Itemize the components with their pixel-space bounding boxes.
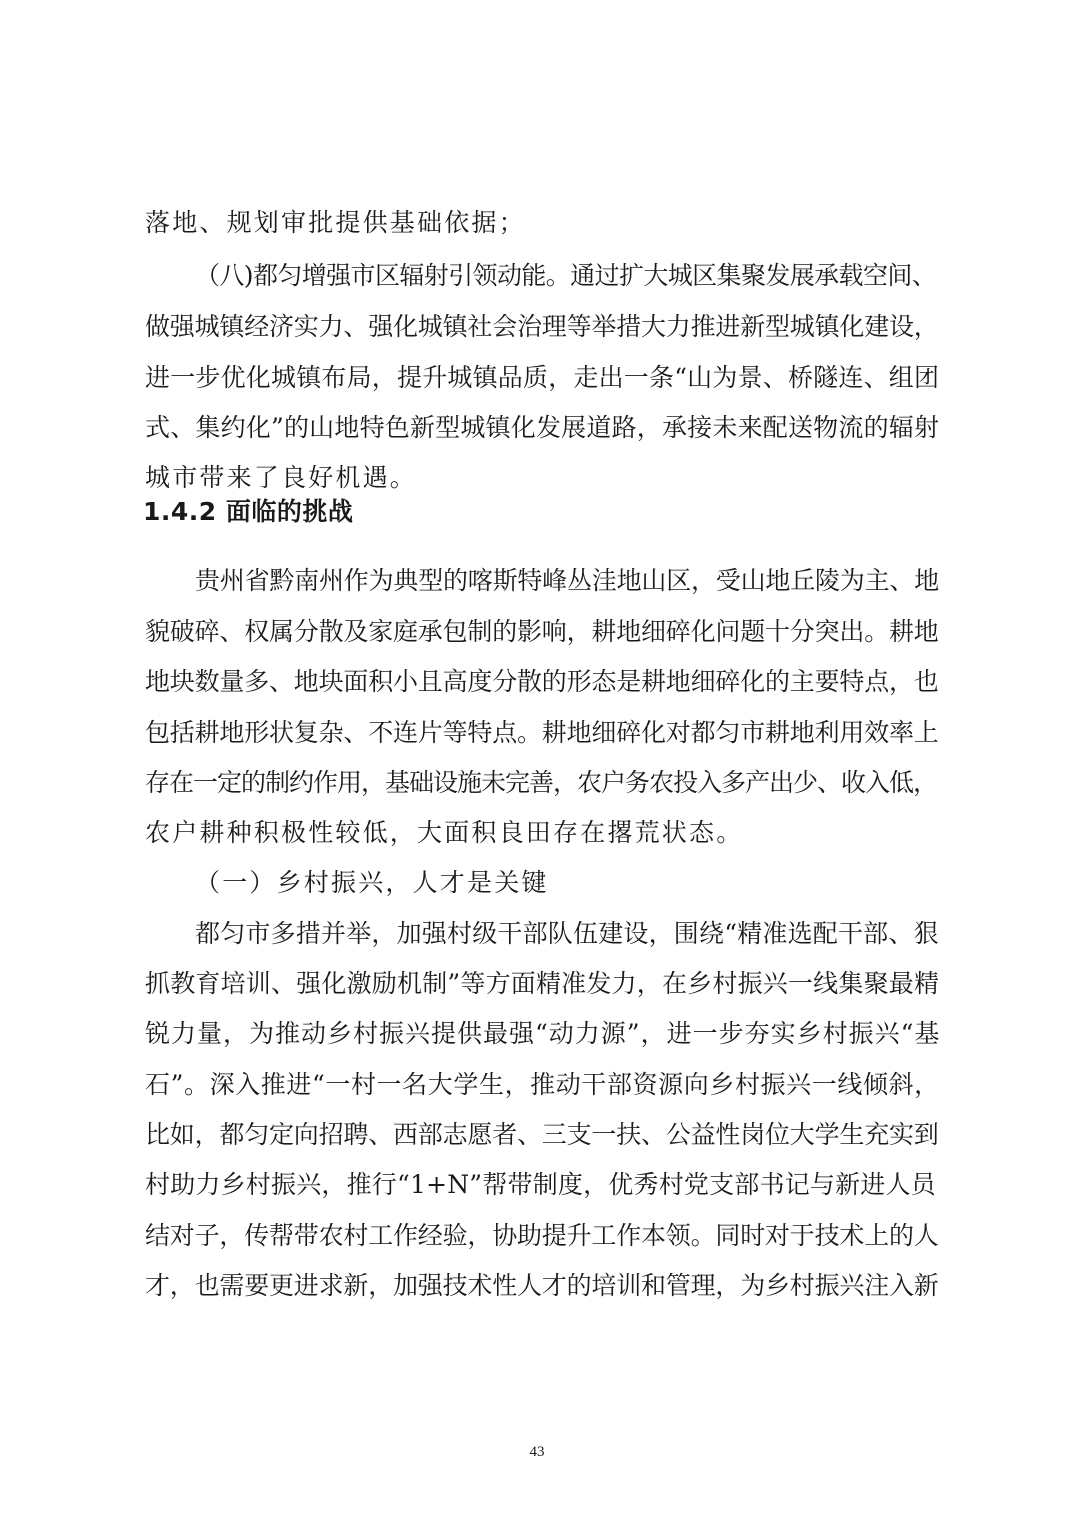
text-line: 存在一定的制约作用，基础设施未完善，农户务农投入多产出少、收入低， bbox=[145, 768, 938, 797]
text-line: （八)都匀增强市区辐射引领动能。通过扩大城区集聚发展承载空间、 bbox=[195, 261, 937, 290]
page-number: 43 bbox=[529, 1444, 545, 1460]
text-line: 地块数量多、地块面积小且高度分散的形态是耕地细碎化的主要特点，也 bbox=[145, 667, 939, 696]
text-line: 锐力量，为推动乡村振兴提供最强“动力源”，进一步夯实乡村振兴“基 bbox=[145, 1019, 941, 1048]
text-line: 落地、规划审批提供基础依据； bbox=[145, 208, 526, 237]
text-line: 进一步优化城镇布局，提升城镇品质，走出一条“山为景、桥隧连、组团 bbox=[145, 363, 940, 392]
text-line: 包括耕地形状复杂、不连片等特点。耕地细碎化对都匀市耕地利用效率上 bbox=[145, 718, 939, 747]
text-line: 贵州省黔南州作为典型的喀斯特峰丛洼地山区，受山地丘陵为主、地 bbox=[195, 566, 940, 595]
text-line: 城市带来了良好机遇。 bbox=[145, 463, 418, 492]
section-heading: 1.4.2 面临的挑战 bbox=[143, 497, 354, 526]
text-line: 才，也需要更进求新，加强技术性人才的培训和管理，为乡村振兴注入新 bbox=[145, 1271, 939, 1300]
text-line: 貌破碎、权属分散及家庭承包制的影响，耕地细碎化问题十分突出。耕地 bbox=[145, 617, 939, 646]
text-line: 都匀市多措并举，加强村级干部队伍建设，围绕“精准选配干部、狠 bbox=[195, 919, 939, 948]
text-line: 比如，都匀定向招聘、西部志愿者、三支一扶、公益性岗位大学生充实到 bbox=[145, 1120, 939, 1149]
text-line: 村助力乡村振兴，推行“1+N”帮带制度，优秀村党支部书记与新进人员 bbox=[145, 1170, 936, 1199]
text-line: 式、集约化”的山地特色新型城镇化发展道路，承接未来配送物流的辐射 bbox=[145, 413, 940, 442]
text-line: 做强城镇经济实力、强化城镇社会治理等举措大力推进新型城镇化建设， bbox=[145, 312, 939, 341]
text-line: （一）乡村振兴，人才是关键 bbox=[195, 868, 549, 897]
text-line: 抓教育培训、强化激励机制”等方面精准发力，在乡村振兴一线集聚最精 bbox=[145, 969, 940, 998]
text-line: 结对子，传帮带农村工作经验，协助提升工作本领。同时对于技术上的人 bbox=[145, 1221, 939, 1250]
text-line: 石”。深入推进“一村一名大学生，推动干部资源向乡村振兴一线倾斜， bbox=[145, 1070, 940, 1099]
text-line: 农户耕种积极性较低，大面积良田存在撂荒状态。 bbox=[145, 818, 744, 847]
